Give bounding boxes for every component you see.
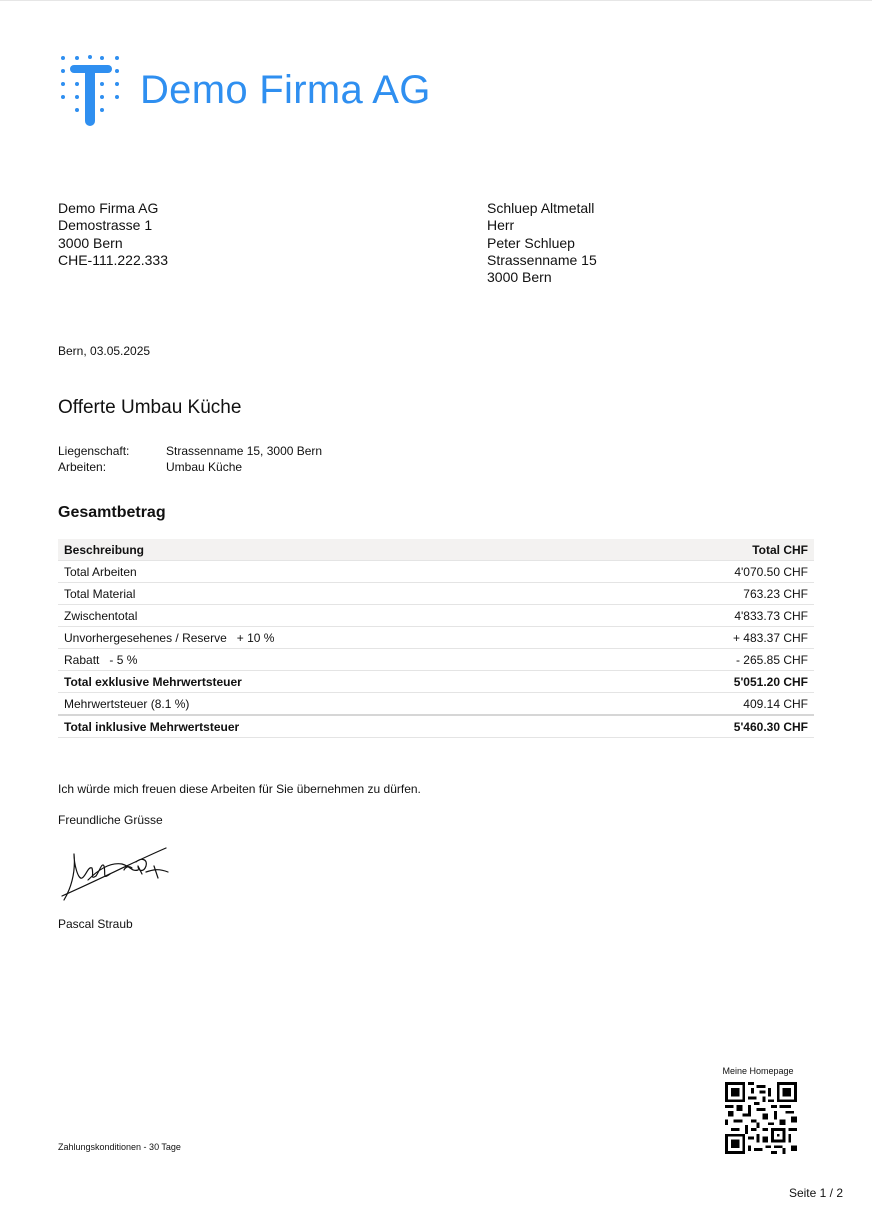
table-row: [58, 627, 814, 649]
row-description: Total exklusive Mehrwertsteuer: [64, 674, 242, 689]
sender-line: Demostrasse 1: [58, 217, 153, 234]
document-title: Offerte Umbau Küche: [58, 397, 242, 418]
summary-heading: Gesamtbetrag: [58, 504, 166, 521]
page-number: Seite 1 / 2: [788, 1186, 843, 1200]
row-description: Total inklusive Mehrwertsteuer: [64, 719, 240, 734]
row-percentage: + 10 %: [236, 630, 275, 645]
row-percentage: - 5 %: [109, 652, 138, 667]
table-row: [58, 649, 814, 671]
row-description: Unvorhergesehenes / Reserve: [64, 630, 227, 645]
row-amount: 4'833.73 CHF: [601, 605, 814, 627]
sender-line: Demo Firma AG: [58, 200, 159, 216]
recipient-line: Peter Schluep: [487, 234, 575, 251]
property-row: [58, 459, 322, 475]
property-label: Liegenschaft:: [58, 444, 130, 458]
recipient-line: Schluep Altmetall: [487, 200, 595, 216]
summary-table: [58, 539, 814, 738]
property-value: Strassenname 15, 3000 Bern: [166, 444, 323, 458]
row-amount: 409.14 CHF: [601, 693, 814, 716]
row-description: Total Material: [64, 586, 136, 601]
table-row: [58, 605, 814, 627]
sender-line: CHE-111.222.333: [58, 251, 168, 268]
table-header-row: [58, 539, 814, 561]
recipient-address: [487, 200, 597, 286]
qr-code-icon[interactable]: [725, 1082, 797, 1154]
table-row: [58, 715, 814, 738]
recipient-line: Herr: [487, 217, 515, 234]
column-header-total: Total CHF: [601, 539, 814, 561]
closing-text: Ich würde mich freuen diese Arbeiten für Sie übernehmen zu dürfen.: [58, 782, 421, 796]
greeting: Freundliche Grüsse: [58, 813, 163, 827]
signature: [58, 840, 173, 909]
row-description: Zwischentotal: [64, 608, 138, 623]
row-amount: - 265.85 CHF: [601, 649, 814, 671]
sender-address: [58, 200, 168, 269]
sender-line: 3000 Bern: [58, 234, 123, 251]
row-description: Rabatt: [64, 652, 100, 667]
qr-label: Meine Homepage: [722, 1066, 794, 1076]
signer-name: Pascal Straub: [58, 917, 133, 931]
signature-icon: [58, 840, 173, 904]
payment-terms: Zahlungskonditionen - 30 Tage: [58, 1142, 181, 1152]
property-row: [58, 443, 322, 459]
company-name: Demo Firma AG: [140, 68, 431, 112]
row-description: Total Arbeiten: [64, 564, 137, 579]
recipient-line: 3000 Bern: [487, 269, 552, 286]
table-row: [58, 671, 814, 693]
recipient-line: Strassenname 15: [487, 251, 597, 268]
row-amount: 5'460.30 CHF: [601, 715, 814, 738]
row-amount: + 483.37 CHF: [601, 627, 814, 649]
property-value: Umbau Küche: [166, 460, 243, 474]
row-amount: 4'070.50 CHF: [601, 561, 814, 583]
top-border: [0, 0, 872, 1]
row-amount: 5'051.20 CHF: [601, 671, 814, 693]
property-label: Arbeiten:: [58, 460, 107, 474]
company-logo-icon: [58, 52, 122, 128]
qr-code[interactable]: [725, 1082, 797, 1159]
property-list: [58, 443, 322, 475]
company-logo: [58, 52, 431, 128]
row-description: Mehrwertsteuer (8.1 %): [64, 696, 190, 711]
table-row: [58, 561, 814, 583]
column-header-description: Beschreibung: [58, 539, 601, 561]
row-amount: 763.23 CHF: [601, 583, 814, 605]
date-line: Bern, 03.05.2025: [58, 344, 151, 358]
table-row: [58, 583, 814, 605]
table-row: [58, 693, 814, 716]
